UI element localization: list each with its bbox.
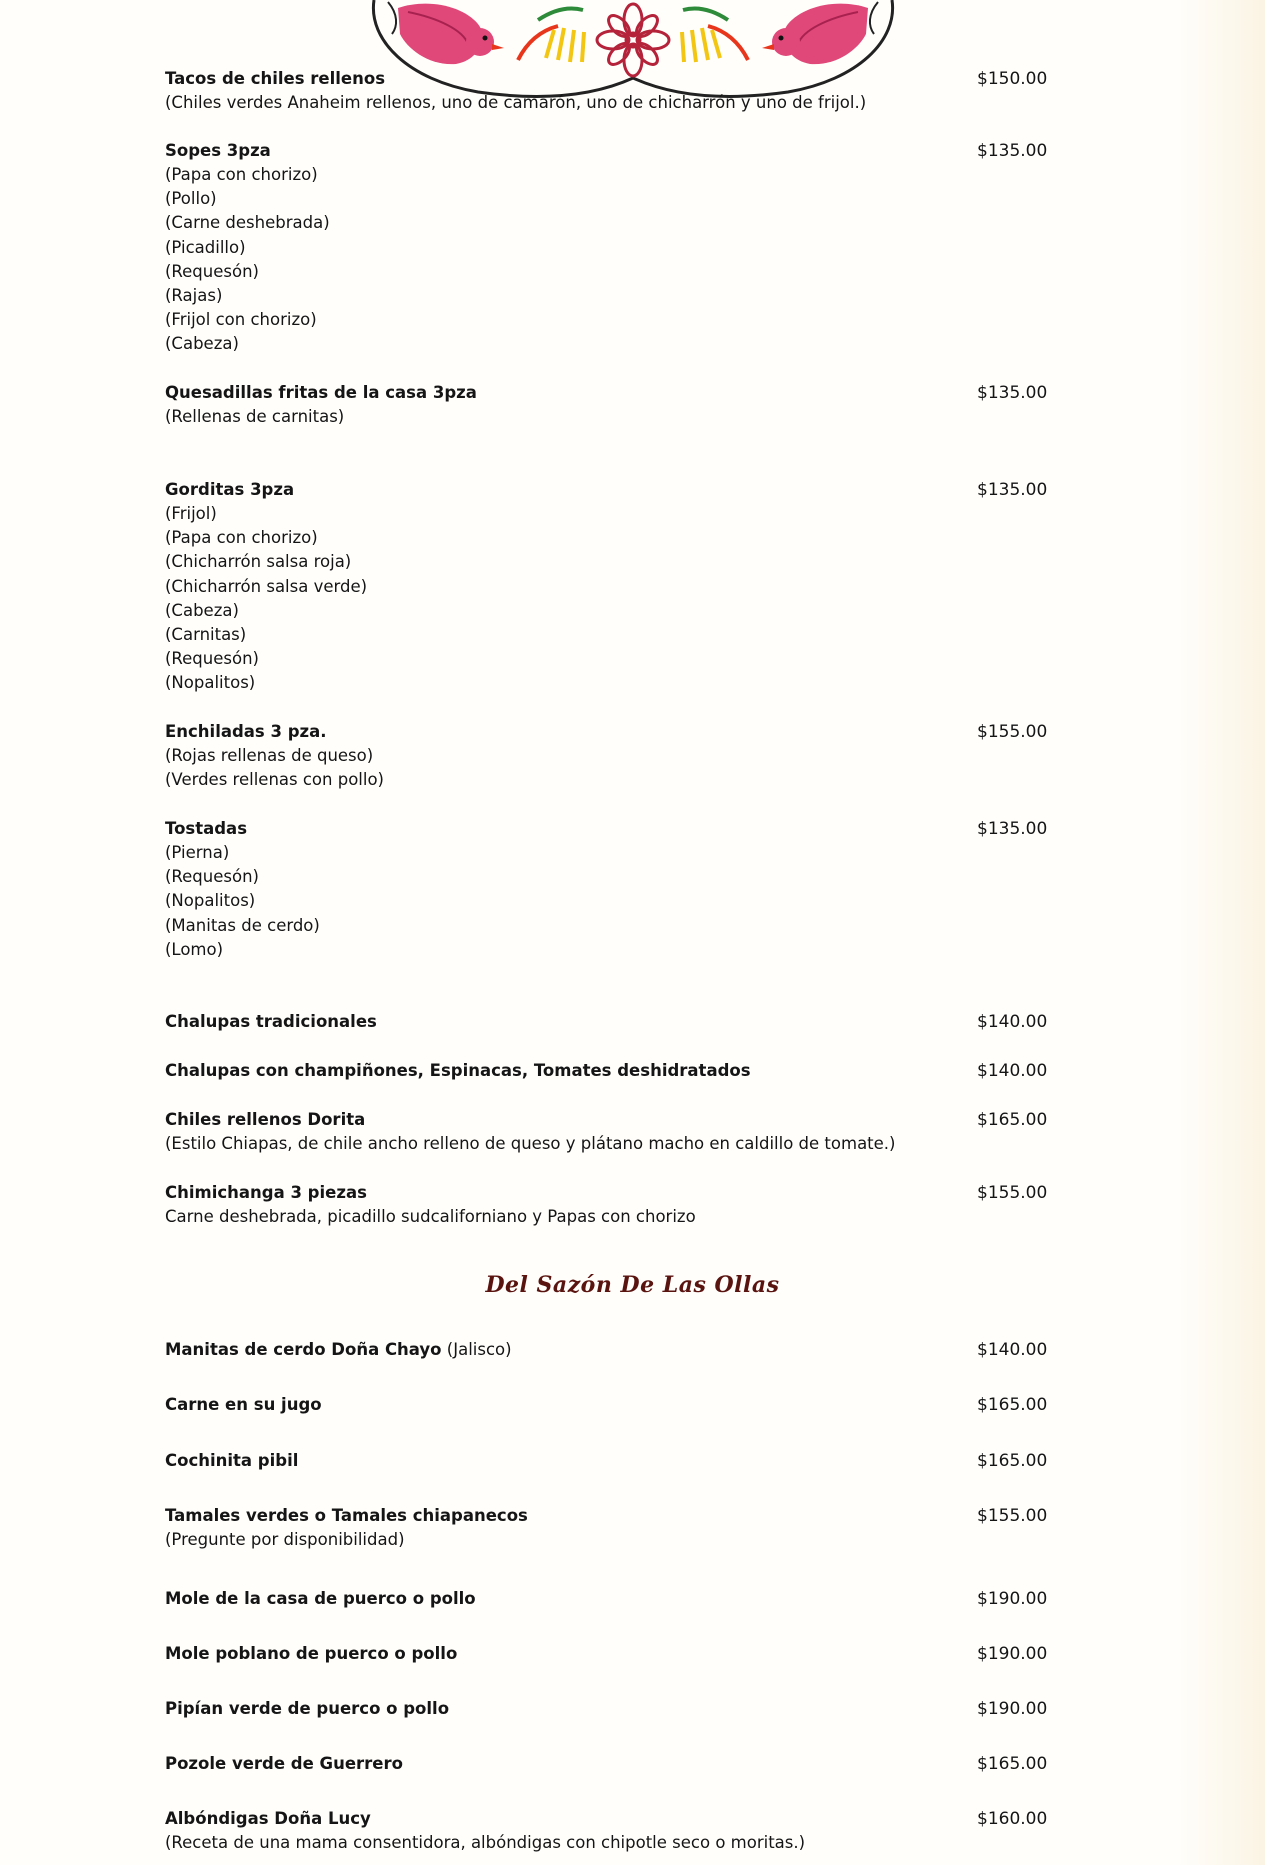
- menu-item: [165, 1642, 1065, 1666]
- item-detail: (Papa con chorizo): [165, 165, 318, 184]
- menu-item: [165, 478, 1065, 696]
- item-detail: (Pregunte por disponibilidad): [165, 1530, 405, 1549]
- menu-item: [165, 1449, 1065, 1473]
- item-detail: (Chicharrón salsa roja): [165, 552, 352, 572]
- item-detail: (Carne deshebrada): [165, 213, 330, 233]
- item-price: $140.00: [977, 1340, 1048, 1360]
- item-price: $155.00: [977, 1506, 1048, 1526]
- item-price: $190.00: [977, 1699, 1048, 1719]
- item-price: $135.00: [977, 141, 1048, 161]
- item-detail: (Chiles verdes Anaheim rellenos, uno de camarón, uno de chicharrón y uno de frijol.): [165, 93, 867, 112]
- item-detail: (Receta de una mama consentidora, albóndigas con chipotle seco o moritas.): [165, 1833, 806, 1852]
- item-detail: (Cabeza): [165, 334, 239, 354]
- item-price: $150.00: [977, 69, 1048, 89]
- item-name-text: Manitas de cerdo Doña Chayo: [165, 1340, 442, 1359]
- item-detail: (Frijol con chorizo): [165, 310, 317, 330]
- item-detail: (Requesón): [165, 261, 259, 281]
- menu-item: [165, 1587, 1065, 1611]
- left-bird-icon: [388, 2, 504, 64]
- item-detail: (Nopalitos): [165, 673, 256, 693]
- flower-icon: [597, 4, 669, 76]
- menu-item: [165, 1181, 1065, 1229]
- item-name: Chalupas con champiñones, Espinacas, Tomates deshidratados: [165, 1061, 751, 1080]
- item-price: $140.00: [977, 1012, 1048, 1032]
- item-detail: (Manitas de cerdo): [165, 915, 320, 935]
- item-name: Mole poblano de puerco o pollo: [165, 1644, 458, 1663]
- item-detail: (Papa con chorizo): [165, 528, 318, 548]
- item-name: Tostadas: [165, 819, 248, 838]
- item-name: Quesadillas fritas de la casa 3pza: [165, 383, 477, 402]
- item-detail: (Frijol): [165, 504, 217, 523]
- item-name: Sopes 3pza: [165, 141, 271, 160]
- menu-item: [165, 139, 1065, 357]
- item-detail: (Pierna): [165, 843, 230, 862]
- menu-item: [165, 1108, 1065, 1156]
- item-name: Mole de la casa de puerco o pollo: [165, 1589, 476, 1608]
- menu-item: [165, 1059, 1065, 1083]
- item-detail: (Rojas rellenas de queso): [165, 746, 374, 765]
- menu-item: [165, 1338, 1065, 1362]
- item-price: $155.00: [977, 722, 1048, 742]
- item-price: $165.00: [977, 1395, 1048, 1415]
- item-name: Chimichanga 3 piezas: [165, 1183, 367, 1202]
- item-name: Carne en su jugo: [165, 1395, 322, 1414]
- item-price: $165.00: [977, 1451, 1048, 1471]
- item-detail: (Chicharrón salsa verde): [165, 576, 368, 596]
- item-price: $135.00: [977, 383, 1048, 403]
- item-detail: Carne deshebrada, picadillo sudcaliforniano y Papas con chorizo: [165, 1207, 696, 1226]
- item-detail: (Requesón): [165, 649, 259, 669]
- item-detail: (Verdes rellenas con pollo): [165, 770, 384, 790]
- item-name: Chiles rellenos Dorita: [165, 1110, 366, 1129]
- item-detail: (Rajas): [165, 286, 223, 306]
- item-name: Enchiladas 3 pza.: [165, 722, 327, 741]
- section-title: Del Sazón De Las Ollas: [485, 1272, 780, 1298]
- item-price: $165.00: [977, 1754, 1048, 1774]
- menu-item: [165, 817, 1065, 962]
- item-detail: (Cabeza): [165, 600, 239, 620]
- item-price: $140.00: [977, 1061, 1048, 1081]
- item-name: Albóndigas Doña Lucy: [165, 1809, 371, 1828]
- item-price: $165.00: [977, 1110, 1048, 1130]
- item-price: $135.00: [977, 480, 1048, 500]
- item-detail: (Lomo): [165, 939, 224, 959]
- item-detail: (Estilo Chiapas, de chile ancho relleno de queso y plátano macho en caldillo de tomate.): [165, 1134, 896, 1153]
- item-price: $155.00: [977, 1183, 1048, 1203]
- item-name: [165, 1338, 1065, 1362]
- item-name: Pipían verde de puerco o pollo: [165, 1699, 450, 1718]
- item-name: Tacos de chiles rellenos: [165, 69, 386, 88]
- menu-item: [165, 1393, 1065, 1417]
- item-name: Gorditas 3pza: [165, 480, 295, 499]
- page-edge-shade: [1175, 0, 1265, 1865]
- menu-item: [165, 381, 1065, 429]
- item-detail: (Picadillo): [165, 237, 246, 257]
- item-detail: (Nopalitos): [165, 891, 256, 911]
- menu-item: [165, 1504, 1065, 1552]
- menu-item: [165, 720, 1065, 792]
- item-detail: (Pollo): [165, 189, 217, 209]
- item-price: $190.00: [977, 1644, 1048, 1664]
- item-price: $135.00: [977, 819, 1048, 839]
- menu-item: [165, 1752, 1065, 1776]
- item-detail: (Carnitas): [165, 625, 247, 645]
- item-price: $190.00: [977, 1589, 1048, 1609]
- item-detail: (Requesón): [165, 867, 259, 887]
- item-name: Cochinita pibil: [165, 1451, 299, 1470]
- menu-item: [165, 1807, 1065, 1855]
- right-bird-icon: [762, 2, 878, 64]
- item-price: $160.00: [977, 1809, 1048, 1829]
- item-name: Chalupas tradicionales: [165, 1012, 377, 1031]
- menu-item: [165, 67, 1065, 115]
- menu-item: [165, 1010, 1065, 1034]
- item-name: Tamales verdes o Tamales chiapanecos: [165, 1506, 528, 1525]
- item-name: Pozole verde de Guerrero: [165, 1754, 403, 1773]
- menu-item: [165, 1697, 1065, 1721]
- item-note: (Jalisco): [441, 1340, 512, 1359]
- item-detail: (Rellenas de carnitas): [165, 407, 345, 426]
